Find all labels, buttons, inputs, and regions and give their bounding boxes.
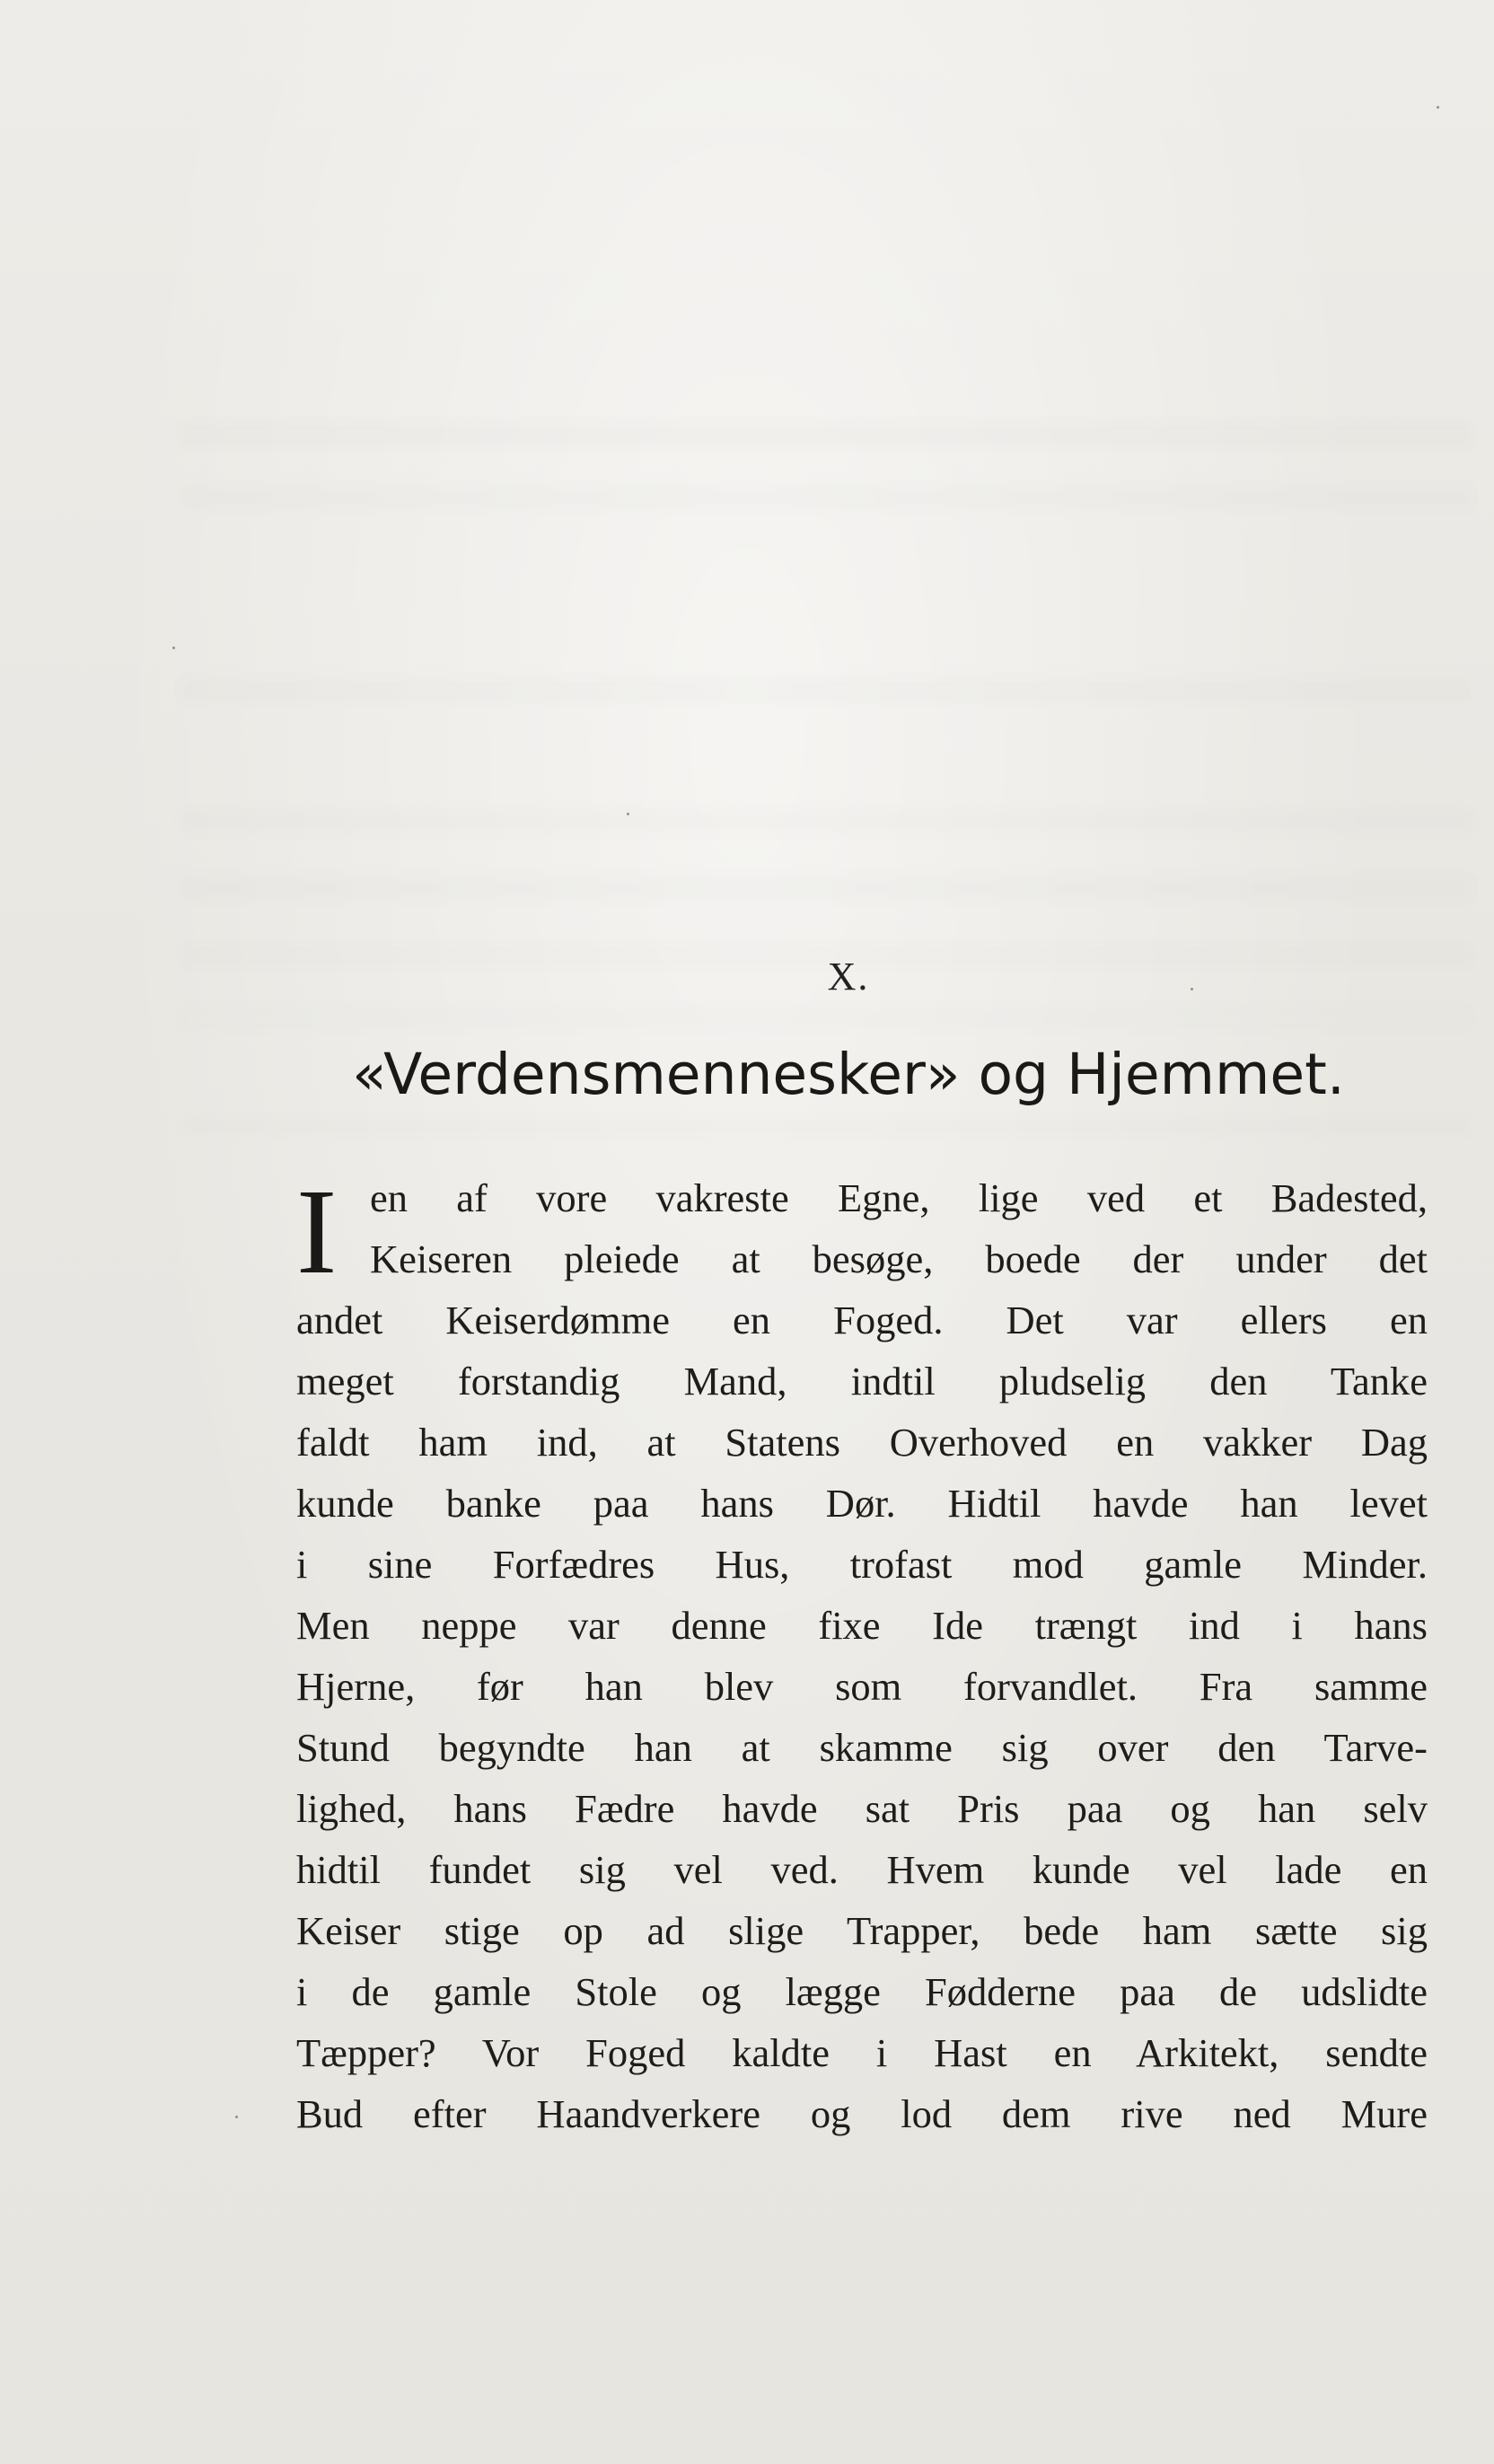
show-through [180, 876, 1472, 901]
show-through [180, 1006, 1472, 1031]
text-line: Keiser stige op ad slige Trapper, bede ham sætte sig [296, 1908, 1428, 1953]
body-paragraph [296, 1167, 1428, 2144]
text-line: en af vore vakreste Egne, lige ved et Badested, [370, 1175, 1428, 1220]
text-line: lighed, hans Fædre havde sat Pris paa og han selv [296, 1786, 1428, 1831]
text-line: Men neppe var denne fixe Ide trængt ind i hans [296, 1603, 1428, 1648]
text-line: hidtil fundet sig vel ved. Hvem kunde vel lade en [296, 1847, 1428, 1892]
text-line: Keiseren pleiede at besøge, boede der under det [370, 1236, 1428, 1281]
text-line: Bud efter Haandverkere og lod dem rive ned Mure [296, 2091, 1428, 2136]
show-through [180, 678, 1472, 703]
show-through [180, 422, 1472, 447]
speck [172, 647, 175, 649]
text-line: Hjerne, før han blev som forvandlet. Fra samme [296, 1664, 1428, 1709]
show-through [180, 1113, 1472, 1139]
text-line: i de gamle Stole og lægge Fødderne paa de udslidte [296, 1969, 1428, 2014]
text-line: i sine Forfædres Hus, trofast mod gamle Minder. [296, 1542, 1428, 1587]
text-line: Tæpper? Vor Foged kaldte i Hast en Arkitekt, sendte [296, 2030, 1428, 2075]
drop-cap: I [296, 1165, 338, 1299]
text-line: kunde banke paa hans Dør. Hidtil havde han levet [296, 1481, 1428, 1526]
text-line: andet Keiserdømme en Foged. Det var ellers en [296, 1298, 1428, 1342]
text-line: meget forstandig Mand, indtil pludselig den Tanke [296, 1359, 1428, 1404]
chapter-title: «Verdensmennesker» og Hjemmet. [352, 1042, 1345, 1107]
show-through [180, 485, 1472, 510]
chapter-number: X. [827, 955, 870, 999]
text-line: Stund begyndte han at skamme sig over den Tarve- [296, 1725, 1428, 1770]
speck [627, 813, 629, 815]
speck [235, 2116, 238, 2118]
text-line: faldt ham ind, at Statens Overhoved en vakker Dag [296, 1420, 1428, 1465]
speck [1437, 106, 1439, 109]
show-through [180, 808, 1472, 833]
